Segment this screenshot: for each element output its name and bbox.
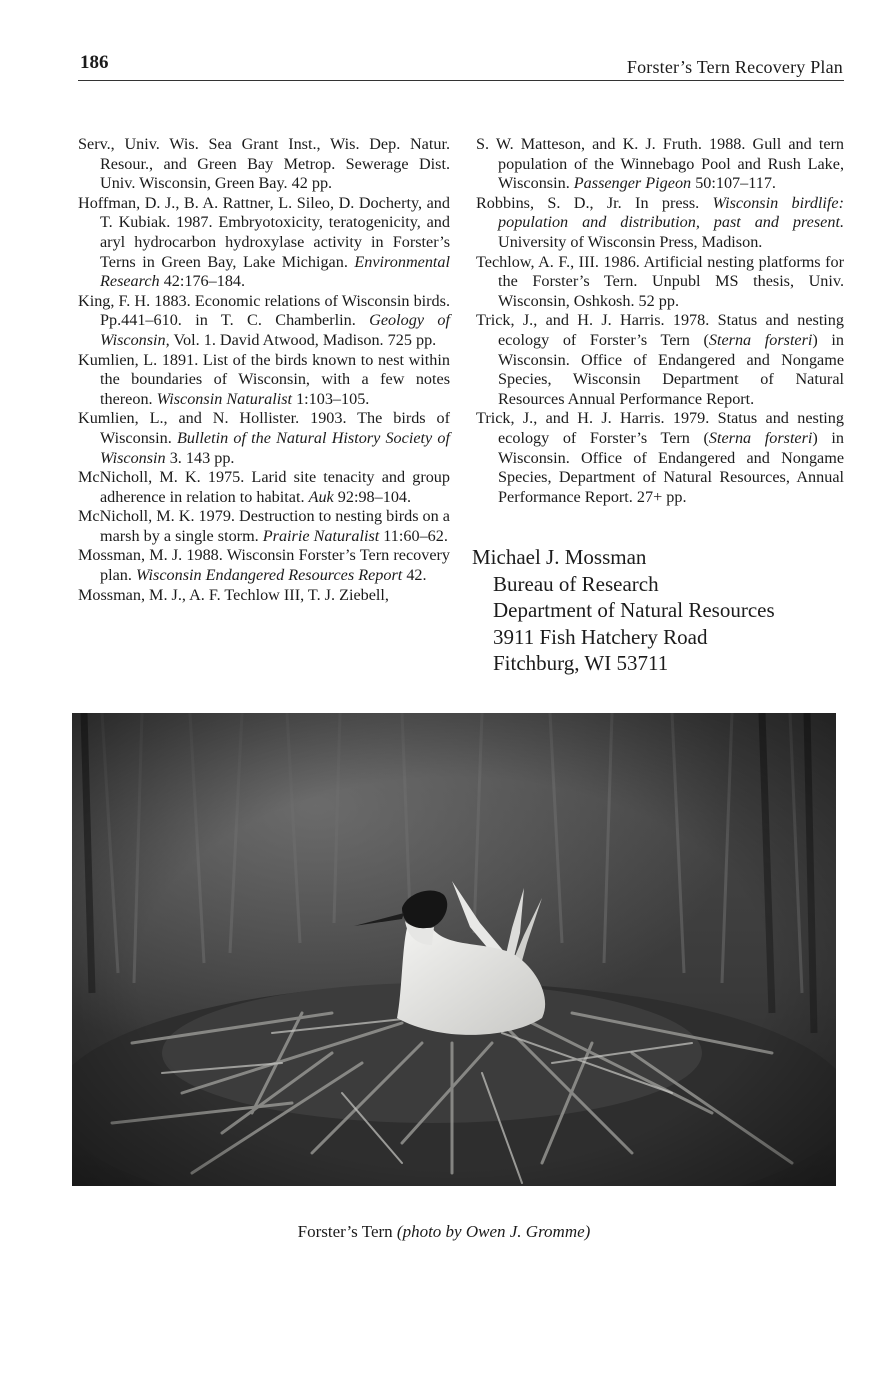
references-left-column — [78, 135, 450, 605]
tern-photograph — [72, 713, 836, 1186]
reference-entry: S. W. Matteson, and K. J. Fruth. 1988. Gull and tern population of the Winnebago Pool and Rush Lake, Wisconsin. Passenger Pigeon 50:107–117. — [476, 135, 844, 193]
author-address-block — [472, 544, 775, 677]
reference-entry: McNicholl, M. K. 1975. Larid site tenacity and group adherence in relation to habitat. Auk 92:98–104. — [78, 468, 450, 506]
reference-entry: Robbins, S. D., Jr. In press. Wisconsin birdlife: population and distribution, past and present. University of Wisconsin Press, Madison. — [476, 193, 844, 251]
reference-entry: Serv., Univ. Wis. Sea Grant Inst., Wis. Dep. Natur. Resour., and Green Bay Metrop. Sewerage Dist. Univ. Wisconsin, Green Bay. 42 pp. — [78, 135, 450, 193]
reference-entry: King, F. H. 1883. Economic relations of Wisconsin birds. Pp.441–610. in T. C. Chamberlin. Geology of Wisconsin, Vol. 1. David Atwood, Madison. 725 pp. — [78, 291, 450, 349]
reference-entry: Kumlien, L., and N. Hollister. 1903. The birds of Wisconsin. Bulletin of the Natural History Society of Wisconsin 3. 143 pp. — [78, 409, 450, 467]
reference-entry: Mossman, M. J., A. F. Techlow III, T. J. Ziebell, — [78, 585, 389, 604]
reference-entry: Trick, J., and H. J. Harris. 1979. Status and nesting ecology of Forster’s Tern (Sterna forsteri) in Wisconsin. Office of Endangered and Nongame Species, Department of Natural Resources, Annual Performance Report. 27+ pp. — [476, 409, 844, 506]
photo-caption: Forster’s Tern (photo by Owen J. Gromme) — [297, 1222, 591, 1241]
photo-credit: (photo by Owen J. Gromme) — [396, 1222, 591, 1241]
reference-entry: Trick, J., and H. J. Harris. 1978. Status and nesting ecology of Forster’s Tern (Sterna forsteri) in Wisconsin. Office of Endangered and Nongame Species, Wisconsin Department of Natural Resources Annual Performance Report. — [476, 311, 844, 408]
address-line: Department of Natural Resources — [493, 598, 775, 622]
running-title: Forster’s Tern Recovery Plan — [626, 57, 843, 77]
reference-entry: McNicholl, M. K. 1979. Destruction to nesting birds on a marsh by a single storm. Prairie Naturalist 11:60–62. — [78, 507, 450, 545]
author-name: Michael J. Mossman — [472, 545, 647, 569]
address-line: Fitchburg, WI 53711 — [493, 651, 669, 675]
address-line: Bureau of Research — [493, 571, 659, 596]
reference-entry: Kumlien, L. 1891. List of the birds known to nest within the boundaries of Wisconsin, with a few notes thereon. Wisconsin Naturalist 1:103–105. — [78, 350, 450, 408]
reference-entry: Techlow, A. F., III. 1986. Artificial nesting platforms for the Forster’s Tern. Unpubl MS thesis, Univ. Wisconsin, Oshkosh. 52 pp. — [476, 252, 844, 310]
page-number: 186 — [80, 52, 109, 73]
address-line: 3911 Fish Hatchery Road — [493, 624, 708, 649]
reference-entry: Mossman, M. J. 1988. Wisconsin Forster’s Tern recovery plan. Wisconsin Endangered Resources Report 42. — [78, 546, 450, 585]
reference-entry: Hoffman, D. J., B. A. Rattner, L. Sileo, D. Docherty, and T. Kubiak. 1987. Embryotoxicity, teratogenicity, and aryl hydrocarbon hydroxylase activity in Forster’s Terns in Green Bay, Lake Michigan. Environmental Research 42:176–184. — [78, 193, 450, 291]
references-right-column — [476, 135, 844, 507]
header-divider — [78, 80, 844, 81]
